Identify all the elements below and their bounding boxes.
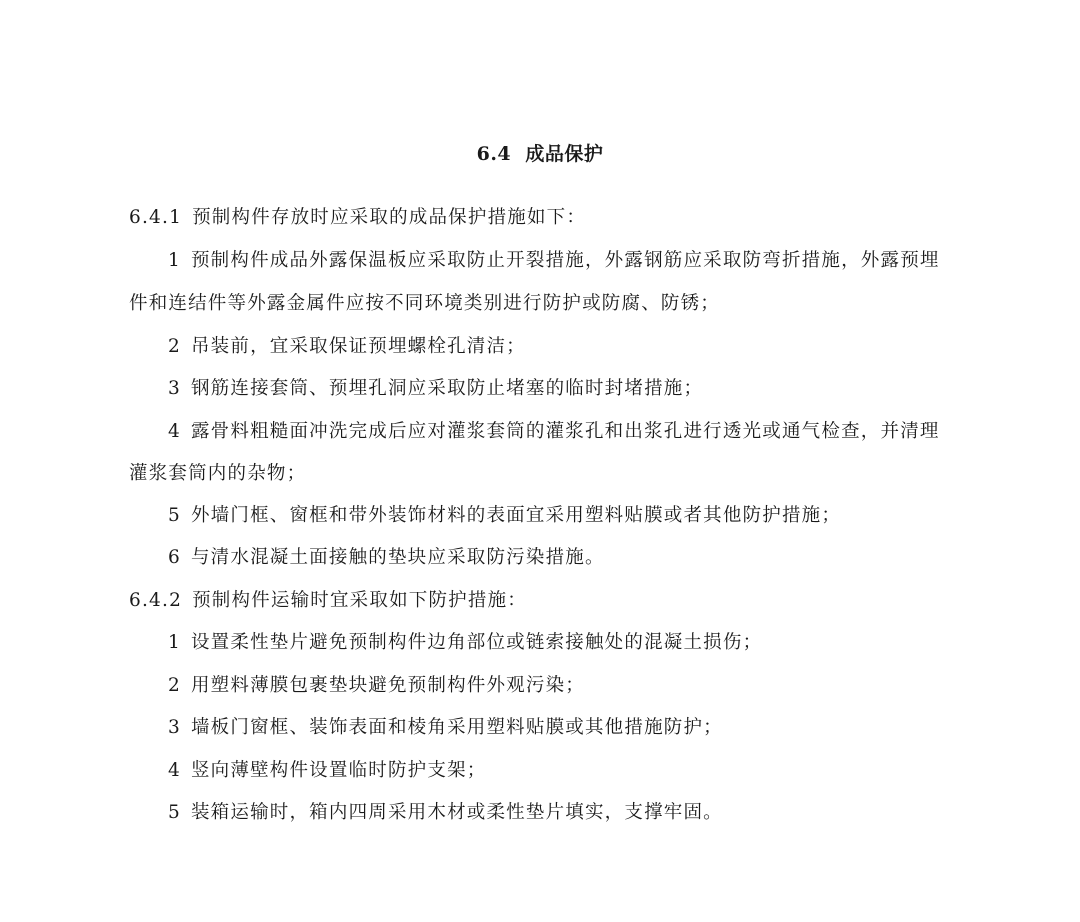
list-item-4 (168, 418, 940, 446)
item-text: 竖向薄壁构件设置临时防护支架； (190, 760, 487, 781)
section-title: 成品保护 (525, 143, 604, 165)
item-number: 1 (168, 632, 181, 653)
list-item-4-continuation (129, 460, 306, 488)
list-item-3 (168, 714, 723, 742)
item-number: 4 (168, 760, 181, 781)
item-text: 用塑料薄膜包裹垫块避免预制构件外观污染； (190, 675, 585, 696)
list-item-1-continuation (129, 290, 720, 318)
item-text: 钢筋连接套筒、预埋孔洞应采取防止堵塞的临时封堵措施； (190, 378, 704, 399)
item-text: 墙板门窗框、装饰表面和棱角采用塑料贴膜或其他措施防护； (190, 717, 723, 738)
item-text: 外墙门框、窗框和带外装饰材料的表面宜采用塑料贴膜或者其他防护措施； (190, 505, 842, 526)
item-text: 件和连结件等外露金属件应按不同环境类别进行防护或防腐、防锈； (129, 293, 721, 314)
item-text: 预制构件成品外露保温板应采取防止开裂措施，外露钢筋应采取防弯折措施，外露预埋 (190, 250, 940, 271)
item-number: 1 (168, 250, 181, 271)
list-item-5 (168, 799, 723, 827)
clause-6-4-1 (129, 204, 586, 232)
clause-number: 6.4.2 (129, 590, 183, 611)
item-text: 装箱运输时，箱内四周采用木材或柔性垫片填实，支撑牢固。 (190, 802, 723, 823)
section-heading (0, 140, 1080, 168)
item-number: 5 (168, 505, 181, 526)
item-text: 与清水混凝土面接触的垫块应采取防污染措施。 (190, 547, 605, 568)
section-number: 6.4 (476, 143, 512, 165)
item-text: 灌浆套筒内的杂物； (129, 463, 307, 484)
list-item-3 (168, 375, 703, 403)
item-number: 6 (168, 547, 181, 568)
clause-6-4-2 (129, 587, 527, 615)
list-item-2 (168, 672, 585, 700)
list-item-4 (168, 757, 487, 785)
list-item-1 (168, 247, 940, 275)
item-number: 2 (168, 336, 181, 357)
list-item-1 (168, 629, 762, 657)
list-item-2 (168, 333, 526, 361)
clause-text: 预制构件运输时宜采取如下防护措施： (192, 590, 527, 611)
list-item-6 (168, 544, 605, 572)
item-number: 4 (168, 421, 181, 442)
item-text: 吊装前，宜采取保证预埋螺栓孔清洁； (190, 336, 526, 357)
clause-number: 6.4.1 (129, 207, 183, 228)
clause-text: 预制构件存放时应采取的成品保护措施如下： (192, 207, 587, 228)
list-item-5 (168, 502, 841, 530)
item-number: 3 (168, 717, 181, 738)
item-text: 设置柔性垫片避免预制构件边角部位或链索接触处的混凝土损伤； (190, 632, 763, 653)
item-number: 3 (168, 378, 181, 399)
item-number: 5 (168, 802, 181, 823)
item-text: 露骨料粗糙面冲洗完成后应对灌浆套筒的灌浆孔和出浆孔进行透光或通气检查，并清理 (190, 421, 940, 442)
item-number: 2 (168, 675, 181, 696)
